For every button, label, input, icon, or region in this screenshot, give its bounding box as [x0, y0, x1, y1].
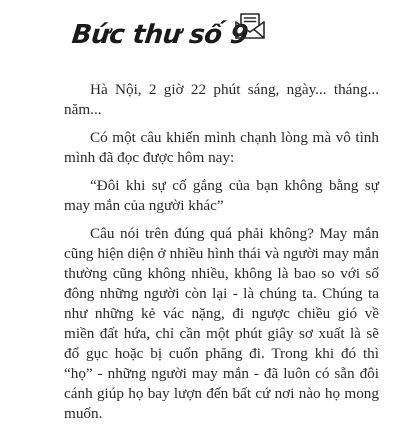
- paragraph: Câu nói trên đúng quá phải không? May mắn cũng hiện diện ở nhiều hình thái và người may mắn thường cũng không nhiều, không là bao so với số đông những người còn lại - là chúng ta. Chúng ta như những kẻ vác nặng, đi ngược chiều gió về miền đất hứa, chỉ cần một phút giây sơ xuất là sẽ đổ gục hoặc bị cuốn phăng đi. Trong khi đó thì “họ” - những người may mắn - đã luôn có sẵn đôi cánh giúp họ bay lượn đến bất cứ nơi nào họ mong muốn.: [64, 225, 379, 422]
- quote: “Đôi khi sự cố gắng của bạn không bằng sự may mắn của người khác”: [64, 177, 379, 214]
- paragraph: Có một câu khiến mình chạnh lòng mà vô tình mình đã đọc được hôm nay:: [64, 129, 379, 166]
- page-title: Bức thư số 9: [70, 20, 250, 50]
- envelope-letter-icon: [232, 11, 268, 41]
- letter-header: [72, 20, 372, 60]
- letter-body: [64, 80, 379, 432]
- date-line: Hà Nội, 2 giờ 22 phút sáng, ngày... tháng... năm...: [64, 81, 379, 118]
